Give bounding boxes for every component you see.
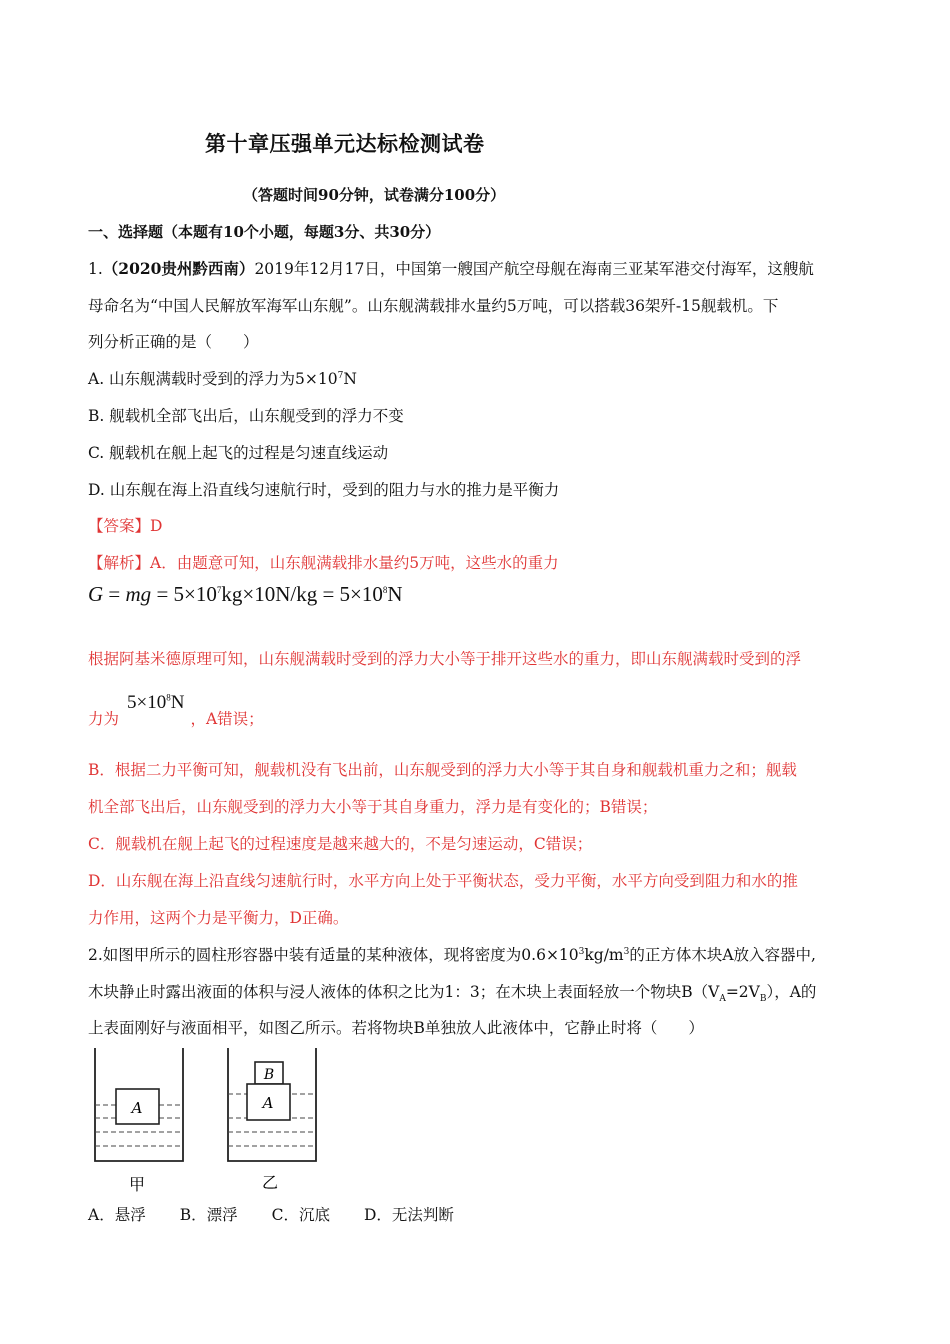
container-jia [95,1048,183,1161]
formula-value1: = 5×10 [151,582,217,606]
analysis-line3-suffix: ，A错误； [190,710,264,728]
formula-exp2: 8 [382,585,388,595]
analysis-tag: 【解析】 [88,554,151,572]
formula-unit: N [387,582,403,606]
formula-mg: mg [125,582,152,606]
q1-source: （2020贵州黔西南） [102,259,255,278]
q1-analysis-line1 [88,552,559,574]
q2-unit: kg/m [584,946,624,964]
q1-analysis-line2: 根据阿基米德原理可知，山东舰满载时受到的浮力大小等于排开这些水的重力，即山东舰满载时受到的浮 [88,650,802,668]
buoyancy-value-base: 5×10 [127,692,167,713]
q1-stem-line1 [88,258,814,280]
exam-subtitle: （答题时间90分钟，试卷满分100分） [243,186,506,204]
q2-exp2: 3 [623,946,630,957]
container-yi [228,1048,316,1161]
q2-stem-line3: 上表面刚好与液面相平，如图乙所示。若将物块B单独放人此液体中，它静止时将（ ） [88,1019,704,1037]
q1-option-a-text: A. 山东舰满载时受到的浮力为5×10 [88,370,338,388]
figure-label-yi: 乙 [261,1173,279,1192]
q2-line2-mid: =2V [725,983,760,1001]
q1-option-a-unit: N [343,370,357,388]
q2-line2-tail: ），A的 [766,983,817,1001]
formula-exp1: 7 [216,585,222,595]
formula-eq: = [103,582,126,606]
figure-label-jia: 甲 [128,1175,146,1194]
q2-line1-text: 2.如图甲所示的圆柱形容器中装有适量的某种液体，现将密度为0.6×10 [88,946,579,964]
q2-option-c: C．沉底 [271,1206,330,1224]
answer-tag: 【答案】 [88,517,151,535]
answer-value: D [150,517,163,535]
q2-stem-line1 [88,944,816,966]
q1-number: 1. [88,260,103,278]
q2-option-a: A．悬浮 [88,1206,146,1224]
section-heading: 一、选择题（本题有10个小题，每题3分、共30分） [88,223,441,241]
buoyancy-value [127,692,184,713]
container-figure [88,1046,328,1200]
q1-option-c: C. 舰载机在舰上起飞的过程是匀速直线运动 [88,444,389,462]
page-title: 第十章压强单元达标检测试卷 [205,131,485,156]
q1-stem-line2: 母命名为“中国人民解放军海军山东舰”。山东舰满载排水量约5万吨，可以搭载36架歼-15舰载机。下 [88,297,779,315]
q2-options [88,1203,488,1225]
gravity-formula [88,582,403,607]
block-b-label: B [263,1067,275,1083]
q1-analysis-c: C．舰载机在舰上起飞的过程速度是越来越大的，不是匀速运动，C错误； [88,835,593,853]
block-a-right-label: A [262,1094,274,1112]
formula-mid: kg×10N/kg = 5×10 [221,582,383,606]
q1-analysis-b1: B．根据二力平衡可知，舰载机没有飞出前，山东舰受到的浮力大小等于其自身和舰载机重力之和；舰载 [88,761,797,779]
q2-exp1: 3 [578,946,585,957]
q1-analysis-d1: D．山东舰在海上沿直线匀速航行时，水平方向上处于平衡状态，受力平衡，水平方向受到阻力和水的推 [88,872,798,890]
q2-sub-a: A [719,994,726,1005]
q1-option-a-exponent: 7 [337,370,344,381]
q2-line1-tail: 的正方体木块A放入容器中, [629,946,816,964]
buoyancy-value-exp: 8 [166,692,171,703]
q1-stem-text: 2019年12月17日，中国第一艘国产航空母舰在海南三亚某军港交付海军，这艘航 [254,260,814,278]
q2-option-b: B．漂浮 [179,1206,238,1224]
analysis-text-a: A．由题意可知，山东舰满载排水量约5万吨，这些水的重力 [150,554,559,572]
q1-stem-line3: 列分析正确的是（ ） [88,333,259,351]
q1-option-d: D. 山东舰在海上沿直线匀速航行时，受到的阻力与水的推力是平衡力 [88,481,560,499]
q2-sub-b: B [759,994,767,1005]
q2-stem-line2 [88,981,816,1003]
q1-analysis-b2: 机全部飞出后，山东舰受到的浮力大小等于其自身重力，浮力是有变化的；B错误； [88,798,658,816]
q1-answer [88,515,162,537]
buoyancy-value-unit: N [170,692,185,713]
q2-option-d: D．无法判断 [363,1206,454,1224]
q1-analysis-d2: 力作用，这两个力是平衡力，D正确。 [88,909,349,927]
q2-line2-text: 木块静止时露出液面的体积与浸人液体的体积之比为1：3；在木块上表面轻放一个物块B（V [88,983,720,1001]
analysis-line3-prefix: 力为 [88,710,120,728]
block-a-left-label: A [131,1099,143,1117]
q1-option-a [88,368,357,390]
q1-option-b: B. 舰载机全部飞出后，山东舰受到的浮力不变 [88,407,404,425]
formula-g: G [88,582,104,606]
